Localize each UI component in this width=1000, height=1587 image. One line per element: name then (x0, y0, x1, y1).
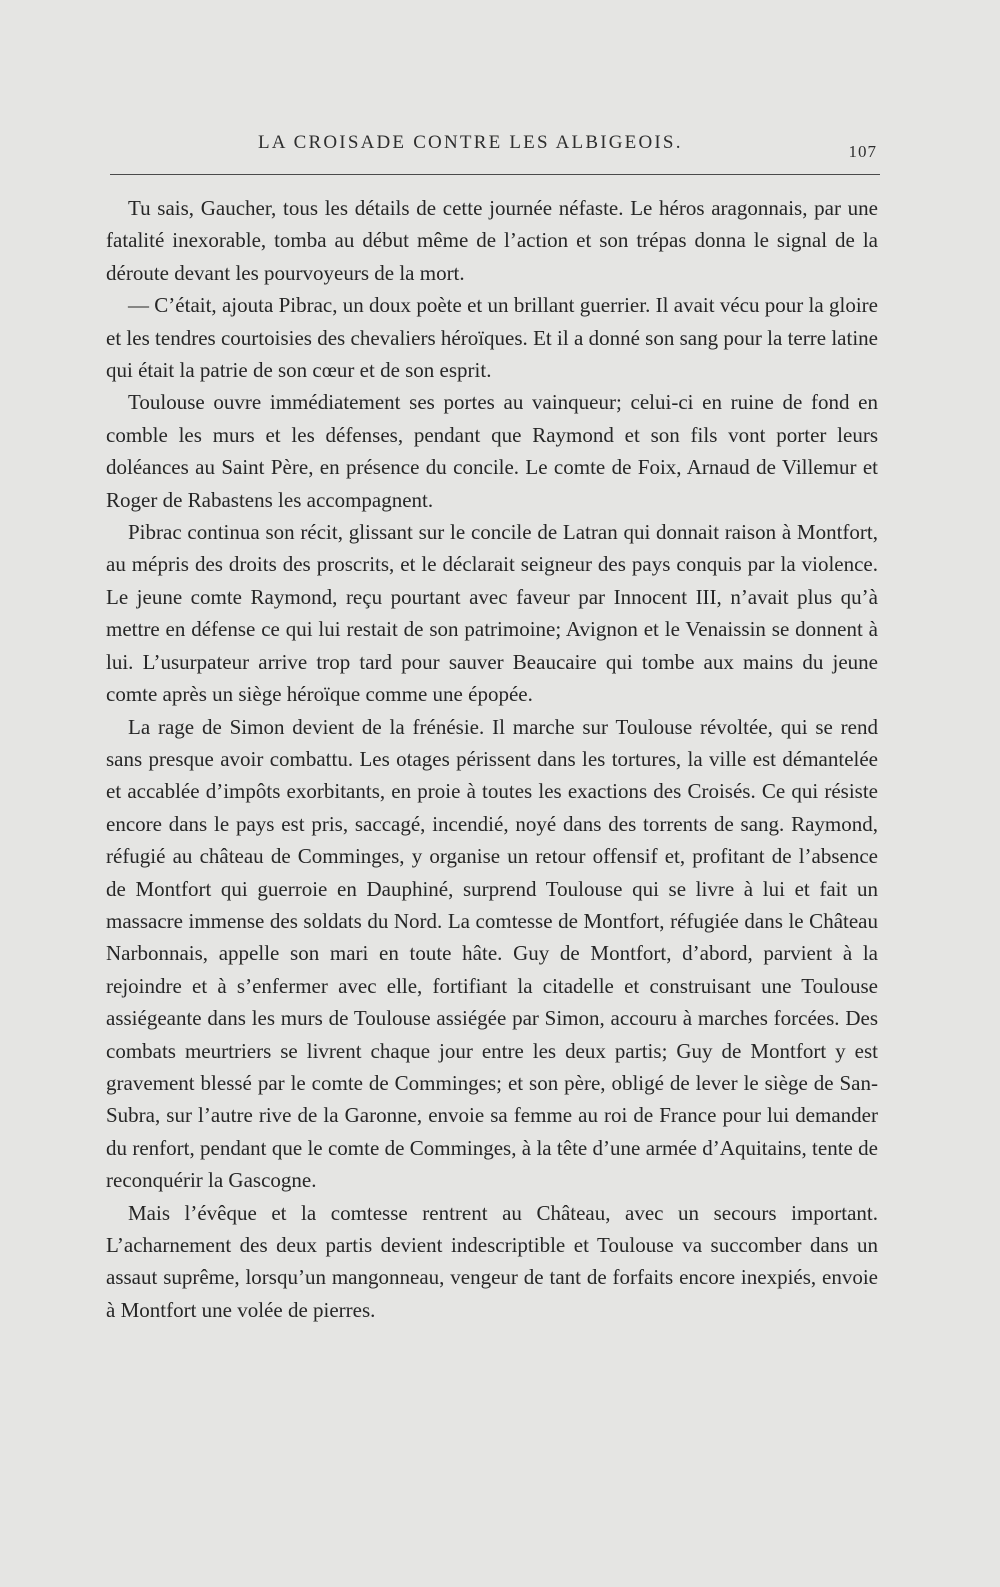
paragraph: La rage de Simon devient de la frénésie. Il marche sur Toulouse révoltée, qui se rend sans presque avoir combattu. Les otages périssent dans les tortures, la ville est démantelée et accablée d’impôts exorbitants, en proie à toutes les exactions des Croisés. Ce qui résiste encore dans le pays est pris, saccagé, incendié, noyé dans des torrents de sang. Raymond, réfugié au château de Comminges, y organise un retour offensif et, profitant de l’absence de Montfort qui guerroie en Dauphiné, surprend Toulouse qui se livre à lui et fait un massacre immense des soldats du Nord. La comtesse de Montfort, réfugiée dans le Château Narbonnais, appelle son mari en toute hâte. Guy de Montfort, d’abord, parvient à la rejoindre et à s’enfermer avec elle, fortifiant la citadelle et construisant une Toulouse assiégeante dans les murs de Toulouse assiégée par Simon, accouru à marches forcées. Des combats meurtriers se livrent chaque jour entre les deux partis; Guy de Montfort y est gravement blessé par le comte de Comminges; et son père, obligé de lever le siège de San-Subra, sur l’autre rive de la Garonne, envoie sa femme au roi de France pour lui demander du renfort, pendant que le comte de Comminges, à la tête d’une armée d’Aquitains, tente de reconquérir la Gascogne. (106, 714, 878, 1193)
paragraph: Pibrac continua son récit, glissant sur le concile de Latran qui donnait raison à Montfort, au mépris des droits des proscrits, et le déclarait seigneur des pays conquis par la violence. Le jeune comte Raymond, reçu pourtant avec faveur par Innocent III, n’avait plus qu’à mettre en défense ce qui lui restait de son patrimoine; Avignon et le Venaissin se donnent à lui. L’usurpateur arrive trop tard pour sauver Beaucaire qui tombe aux mains du jeune comte après un siège héroïque comme une épopée. (106, 520, 878, 707)
header-rule (110, 174, 880, 175)
running-head-title: LA CROISADE CONTRE LES ALBIGEOIS. (258, 132, 683, 153)
page-number: 107 (848, 142, 877, 161)
body-text (106, 192, 878, 1326)
paragraph: — C’était, ajouta Pibrac, un doux poète et un brillant guerrier. Il avait vécu pour la gloire et les tendres courtoisies des chevaliers héroïques. Et il a donné son sang pour la terre latine qui était la patrie de son cœur et de son esprit. (106, 293, 878, 383)
paragraph: Mais l’évêque et la comtesse rentrent au Château, avec un secours important. L’acharnement des deux partis devient indescriptible et Toulouse va succomber dans un assaut suprême, lorsqu’un mangonneau, vengeur de tant de forfaits encore inexpiés, envoie à Montfort une volée de pierres. (106, 1200, 878, 1322)
paragraph: Tu sais, Gaucher, tous les détails de cette journée néfaste. Le héros aragonnais, par une fatalité inexorable, tomba au début même de l’action et son trépas donna le signal de la déroute devant les pourvoyeurs de la mort. (106, 196, 878, 285)
paragraph: Toulouse ouvre immédiatement ses portes au vainqueur; celui-ci en ruine de fond en comble les murs et les défenses, pendant que Raymond et son fils vont porter leurs doléances au Saint Père, en présence du concile. Le comte de Foix, Arnaud de Villemur et Roger de Rabastens les accompagnent. (106, 390, 878, 512)
running-head (110, 126, 880, 160)
